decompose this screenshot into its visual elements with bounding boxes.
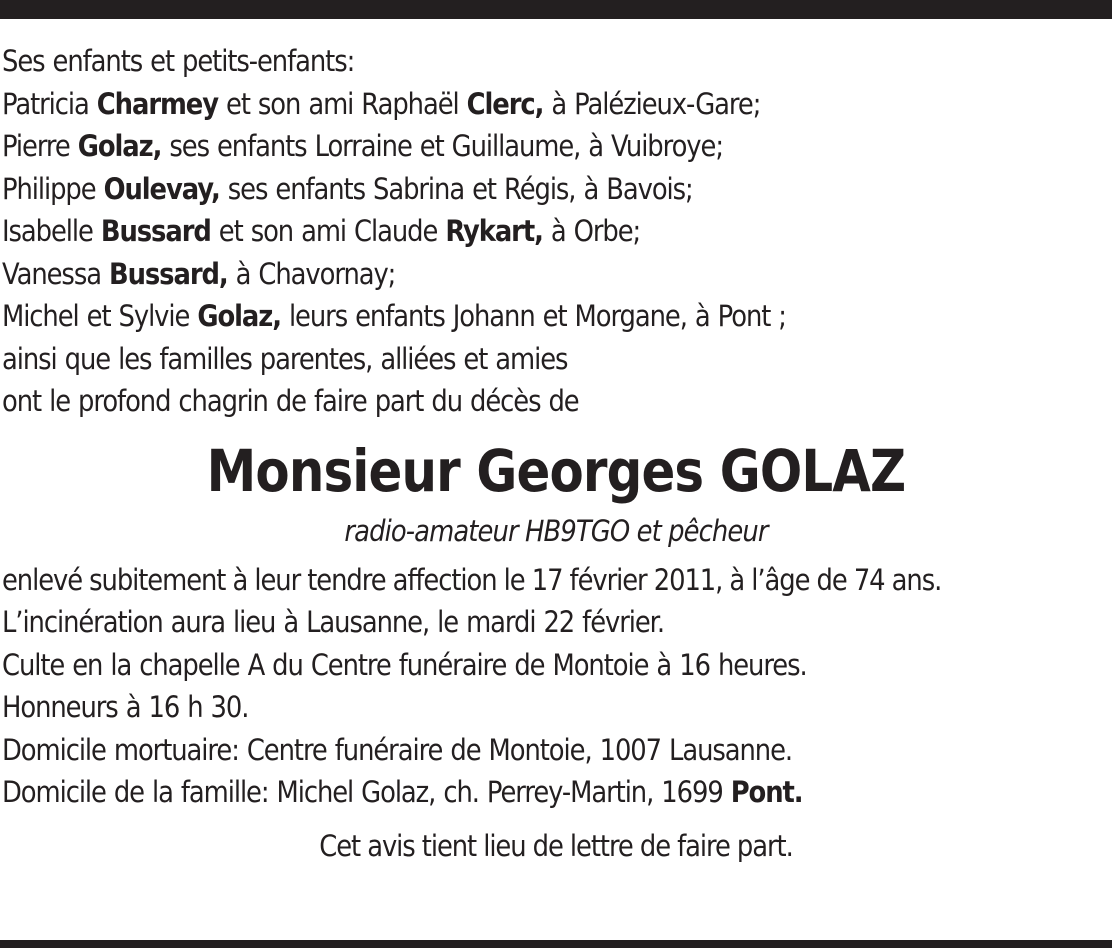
family-line-3 — [2, 168, 988, 211]
surname: Golaz, — [197, 299, 281, 333]
given-name: Michel et Sylvie — [2, 299, 198, 333]
relation-text: et son ami Claude — [210, 214, 446, 248]
surname: Charmey — [96, 86, 219, 121]
surname: Clerc, — [466, 86, 544, 121]
deceased-subtitle: radio-amateur HB9TGO et pêcheur — [344, 513, 768, 548]
family-home-line — [2, 771, 988, 814]
top-rule — [0, 0, 1112, 19]
announce-line: ont le profond chagrin de faire part du décès de — [2, 384, 579, 418]
surname: Bussard — [100, 214, 211, 248]
surname: Golaz, — [77, 129, 162, 163]
location-text: à Orbe; — [542, 214, 641, 248]
given-name: Vanessa — [2, 256, 109, 291]
surname: Oulevay, — [103, 171, 220, 206]
obituary-notice — [2, 40, 1110, 868]
family-line-5 — [2, 253, 988, 296]
family-home-town: Pont. — [730, 775, 803, 809]
relatives-line: ainsi que les familles parentes, alliées et amies — [2, 341, 568, 376]
family-line-4 — [2, 210, 988, 253]
given-name: Pierre — [2, 129, 78, 163]
detail-line-3: Honneurs à 16 h 30. — [2, 690, 249, 724]
surname: Bussard, — [108, 256, 228, 291]
given-name: Patricia — [2, 86, 97, 121]
relation-text: leurs enfants Johann et Morgane, à Pont ; — [280, 299, 786, 333]
family-home-address: Domicile de la famille: Michel Golaz, ch. Perrey-Martin, 1699 — [2, 775, 731, 809]
bottom-rule — [0, 940, 1112, 948]
family-line-1 — [2, 83, 988, 126]
closing-line: Cet avis tient lieu de lettre de faire part. — [319, 828, 793, 863]
detail-line-2: Culte en la chapelle A du Centre funéraire de Montoie à 16 heures. — [2, 647, 807, 682]
relation-text: ses enfants Sabrina et Régis, à Bavois; — [219, 171, 693, 206]
given-name: Isabelle — [2, 214, 101, 248]
family-intro: Ses enfants et petits-enfants: — [2, 44, 355, 78]
family-line-6 — [2, 295, 988, 338]
relation-text: et son ami Raphaël — [218, 86, 467, 121]
death-notice: enlevé subitement à leur tendre affection le 17 février 2011, à l’âge de 74 ans. — [2, 562, 942, 597]
relation-text: ses enfants Lorraine et Guillaume, à Vuibroye; — [161, 129, 723, 163]
given-name: Philippe — [2, 171, 104, 206]
detail-line-4: Domicile mortuaire: Centre funéraire de Montoie, 1007 Lausanne. — [2, 732, 793, 767]
family-line-2 — [2, 125, 988, 168]
location-text: à Palézieux-Gare; — [543, 86, 761, 121]
location-text: à Chavornay; — [227, 256, 396, 291]
detail-line-1: L’incinération aura lieu à Lausanne, le mardi 22 février. — [2, 605, 664, 639]
surname: Rykart, — [445, 214, 543, 248]
deceased-name: Monsieur Georges GOLAZ — [206, 436, 906, 505]
